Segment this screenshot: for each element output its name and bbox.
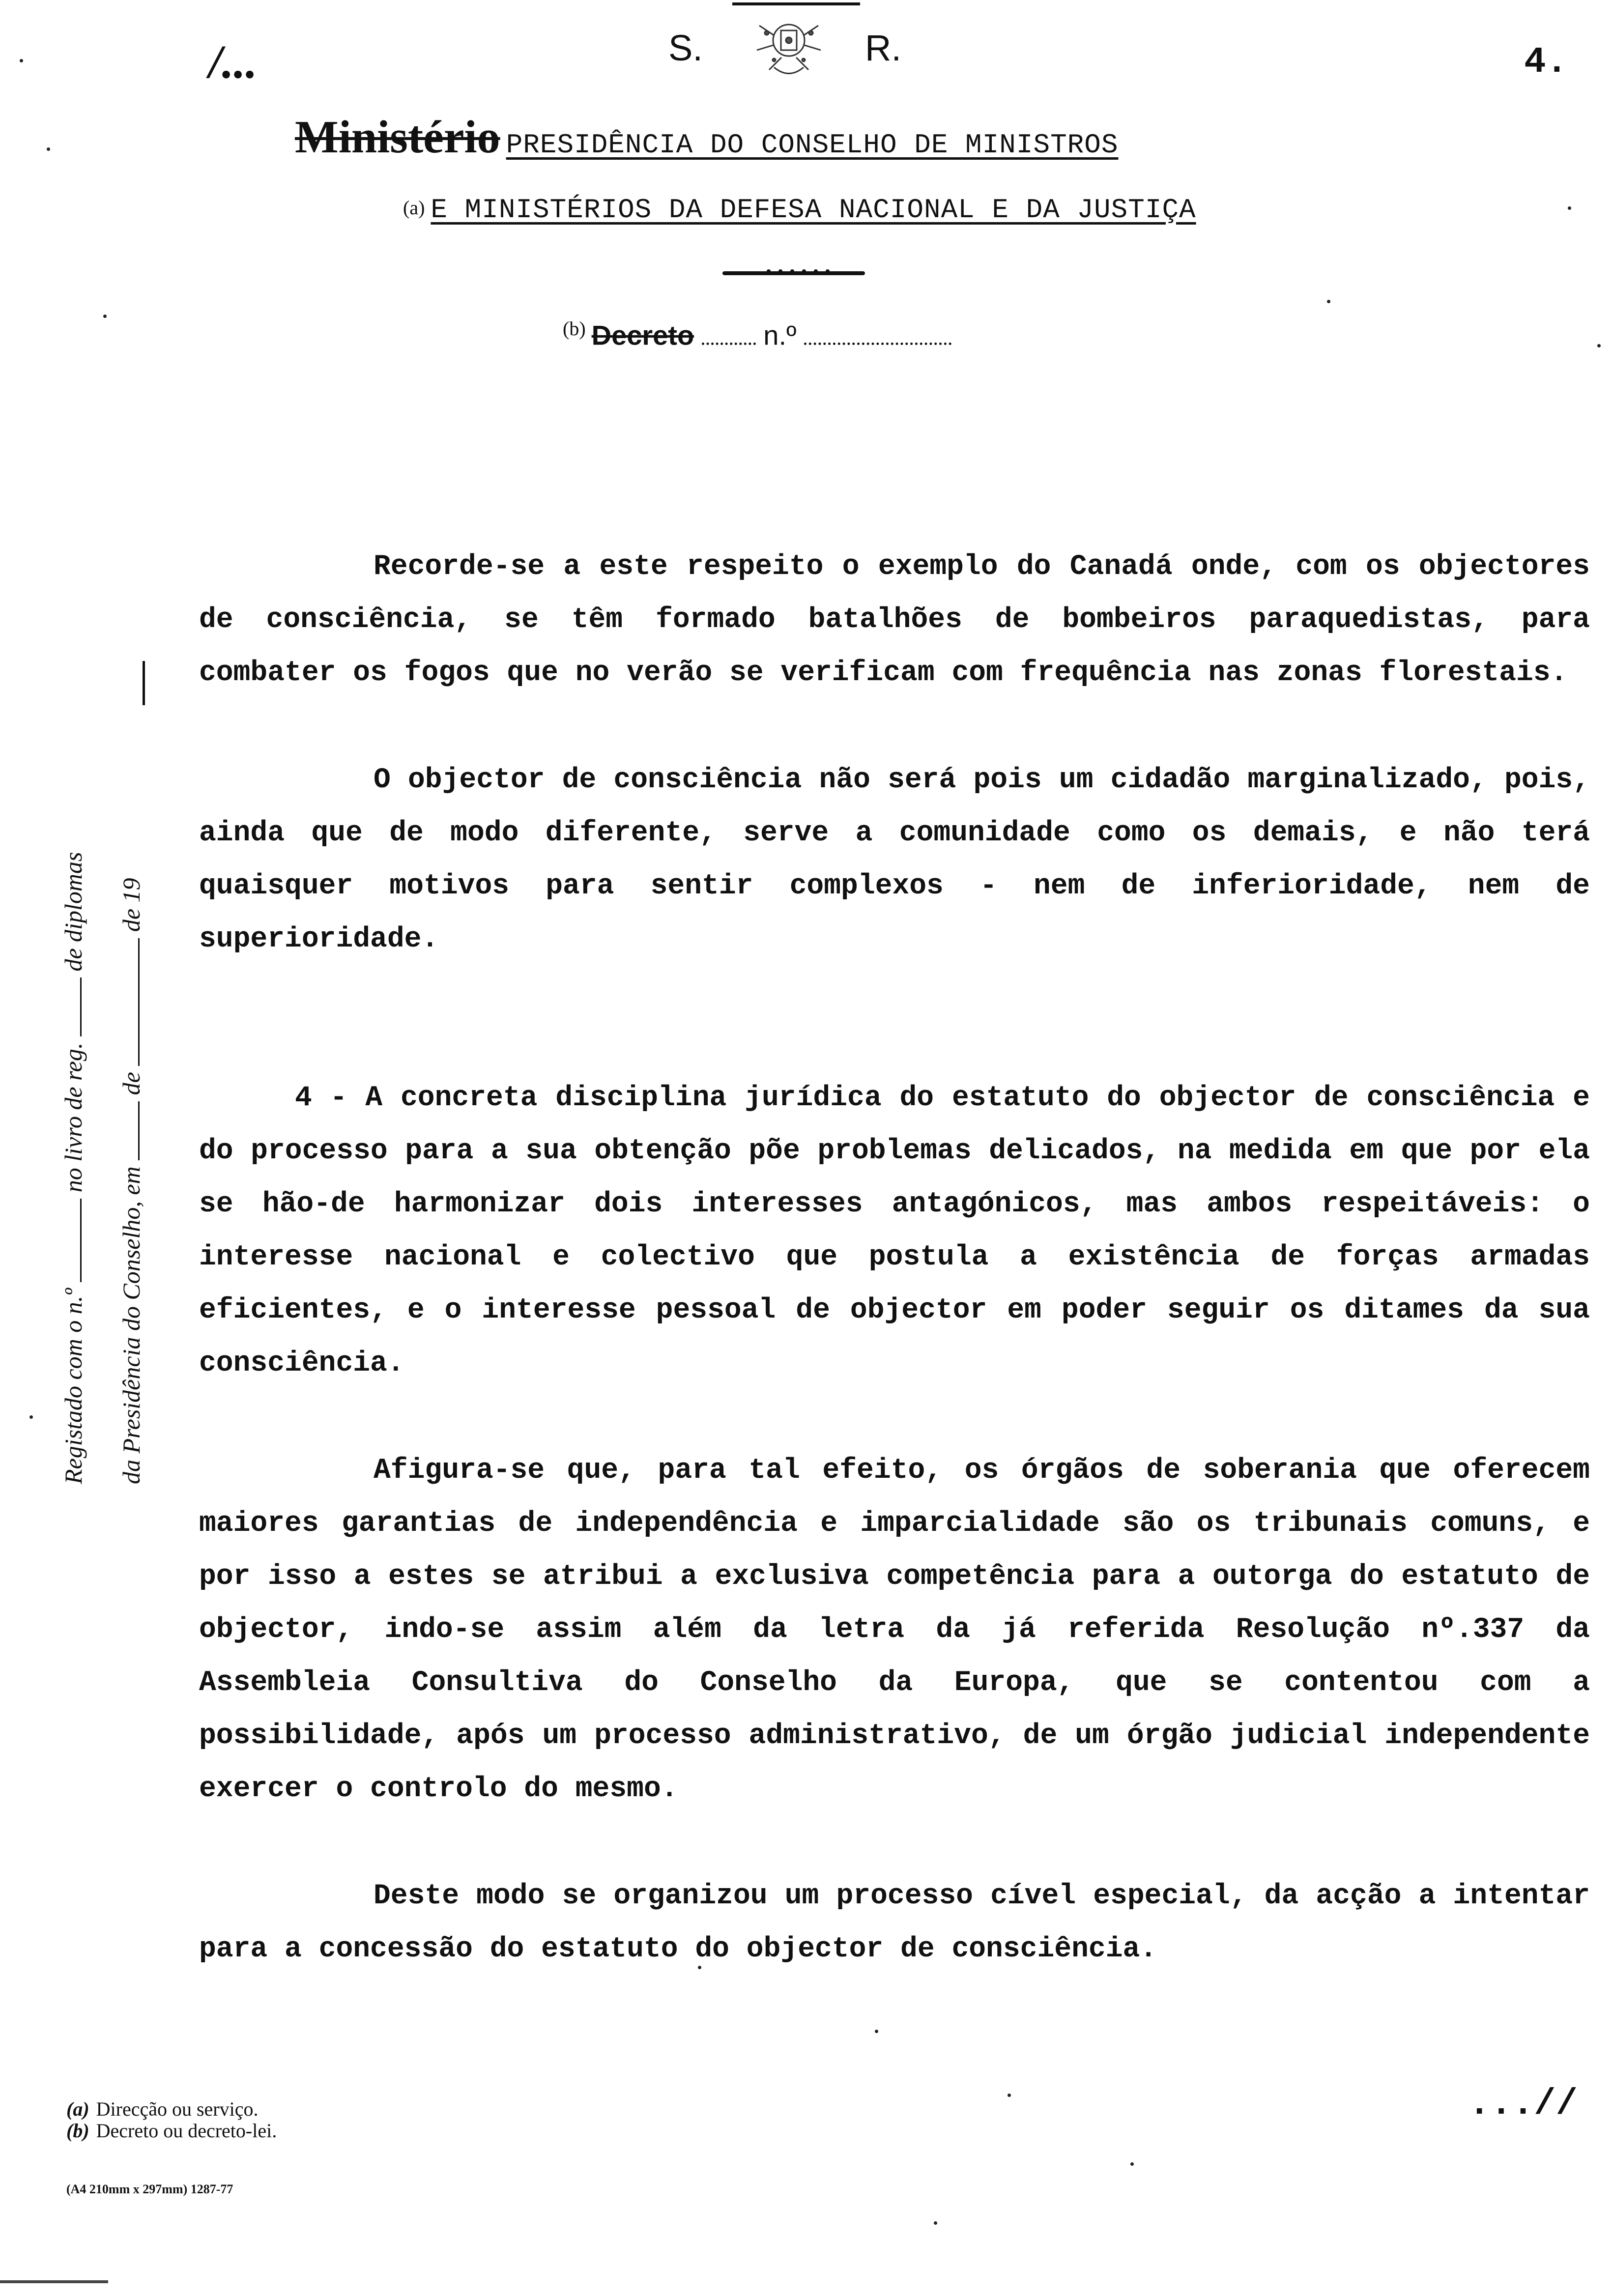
sr-left: S. (668, 28, 703, 68)
scan-speck (1597, 344, 1601, 347)
footnote-a: (a) Direcção ou serviço. (66, 2098, 259, 2120)
ministry-name: PRESIDÊNCIA DO CONSELHO DE MINISTROS (506, 129, 1119, 161)
mark-a: (a) (403, 196, 425, 219)
scan-speck (698, 1966, 701, 1969)
page-prefix: /... (209, 35, 258, 88)
continuation-mark: ...// (1468, 2084, 1578, 2125)
stamp-text-4: da Presidência do Conselho, em (117, 1166, 145, 1484)
paragraph (199, 1870, 1590, 1976)
registration-stamp (59, 649, 145, 1484)
paragraph (199, 1072, 1590, 1390)
paragraph-text: Deste modo se organizou um processo cível especial, da acção a intentar para a concessão do estatuto do objector de consciência. (199, 1880, 1590, 1965)
paragraph (199, 541, 1590, 700)
scan-speck (47, 147, 50, 151)
letterhead-sr (668, 20, 944, 79)
scan-speck (1130, 2162, 1134, 2166)
footnote-b: (b) Decreto ou decreto-lei. (66, 2120, 277, 2142)
scan-speck (1568, 206, 1571, 210)
mark-b: (b) (563, 317, 586, 340)
scan-speck (1327, 300, 1330, 303)
paragraph-text: O objector de consciência não será pois um cidadão marginalizado, pois, ainda que de modo diferente, serve a comunidade como os demais, e não terá quaisquer motivos para sentir complexos - nem de inferioridade, nem de superioridade. (199, 764, 1590, 955)
stamp-blank (60, 977, 82, 1036)
paragraph-text: Recorde-se a este respeito o exemplo do Canadá onde, com os objectores de consciência, se têm formado batalhões de bombeiros paraquedistas, para combater os fogos que no verão se verificam com frequência nas zonas florestais. (199, 551, 1590, 689)
scan-speck (1008, 2094, 1011, 2097)
ministry-label: Ministério (295, 112, 500, 163)
decreto-line (563, 317, 951, 351)
page-number: 4. (1524, 42, 1568, 83)
paragraph-text: 4 - A concreta disciplina jurídica do estatuto do objector de consciência e do processo para a sua obtenção põe problemas delicados, na medida em que por ela se hão-de harmonizar dois interesses antagónicos, mas ambos respeitáveis: o interesse nacional e colectivo que postula a existência de forças armadas eficientes, e o interesse pessoal de objector em poder seguir os ditames da sua consciência. (199, 1082, 1590, 1379)
sr-right: R. (865, 28, 901, 68)
stamp-text-2: no livro de reg. (59, 1042, 87, 1193)
paragraph-text: Afigura-se que, para tal efeito, os órgãos de soberania que oferecem maiores garantias de independência e imparcialidade são os tribunais comuns, e por isso a estes se atribui a exclusiva competência para a outorga do estatuto de objector, indo-se assim além da letra da já referida Resolução nº.337 da Assembleia Consultiva do Conselho da Europa, que se contentou com a possibilidade, após um processo administrativo, de um órgão judicial independente exercer o controlo do mesmo. (199, 1455, 1590, 1805)
body-text (199, 541, 1590, 1976)
scan-speck (875, 2030, 878, 2033)
decreto-label: Decreto (591, 319, 694, 351)
stamp-blank (118, 938, 140, 1066)
scan-speck (934, 2221, 937, 2225)
ornament-dots: •••••• (764, 264, 835, 281)
stamp-text-5: de (117, 1072, 145, 1095)
bottom-edge (0, 2280, 108, 2283)
scan-speck (20, 59, 23, 62)
form-code: (A4 210mm x 297mm) 1287-77 (66, 2182, 233, 2196)
coat-of-arms-icon (740, 11, 838, 85)
decreto-blank (702, 343, 756, 345)
stamp-line-2 (117, 649, 145, 1484)
numero-blank (804, 343, 951, 345)
paragraph (199, 1444, 1590, 1816)
stamp-text-1: Registado com o n.º (59, 1288, 87, 1484)
numero-label: n.º (763, 319, 797, 351)
footnotes (66, 2098, 277, 2142)
ministry-line (295, 111, 1118, 164)
stamp-blank (118, 1101, 140, 1160)
paragraph (199, 754, 1590, 966)
stamp-text-6: de 19 (117, 878, 145, 932)
stamp-text-3: de diplomas (59, 852, 87, 972)
scan-speck (103, 315, 107, 318)
ministries-line-2 (403, 194, 1196, 226)
stamp-blank (60, 1199, 82, 1282)
ministries-secondary: E MINISTÉRIOS DA DEFESA NACIONAL E DA JUSTIÇA (431, 194, 1196, 226)
top-rule (732, 2, 860, 5)
scan-speck (29, 1415, 33, 1419)
